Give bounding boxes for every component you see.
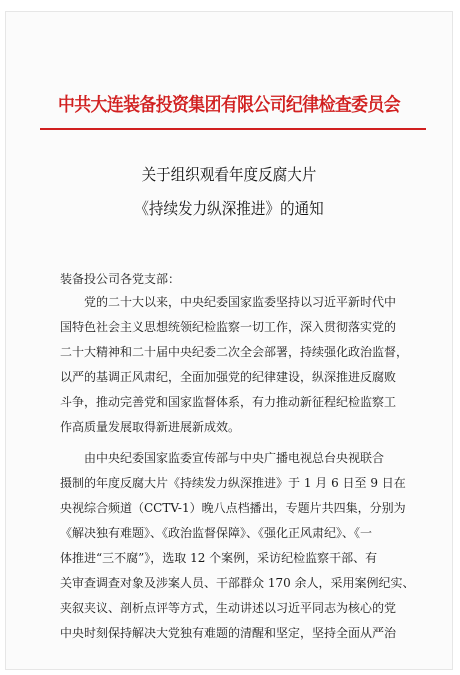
letterhead-organization: 中共大连装备投资集团有限公司纪律检查委员会 xyxy=(57,95,401,116)
paragraph-1-line: 二十大精神和二十届中央纪委二次全会部署，持续强化政治监督， xyxy=(60,345,409,359)
document-page xyxy=(6,12,452,669)
paragraph-2-line: 体推进“三不腐”》，选取 12 个案例，采访纪检监察干部、有 xyxy=(60,551,378,565)
paragraph-2-line: 摄制的年度反腐大片《持续发力纵深推进》于 1 月 6 日至 9 日在 xyxy=(60,476,406,490)
paragraph-2-line: 关审查调查对象及涉案人员、干部群众 170 余人，采用案例纪实、 xyxy=(60,576,415,590)
paragraph-2-line: 央视综合频道（CCTV-1）晚八点档播出，专题片共四集，分别为 xyxy=(60,501,406,515)
paragraph-1-line: 以严的基调正风肃纪，全面加强党的纪律建设，纵深推进反腐败 xyxy=(60,370,397,384)
notice-title-line-1: 关于组织观看年度反腐大片 xyxy=(141,165,317,184)
paragraph-1-line: 斗争，推动完善党和国家监督体系，有力推动新征程纪检监察工 xyxy=(60,395,397,409)
notice-title-line-2: 《持续发力纵深推进》的通知 xyxy=(134,199,324,218)
salutation: 装备投公司各党支部： xyxy=(60,272,181,286)
paragraph-2-line: 中央时刻保持解决大党独有难题的清醒和坚定，坚持全面从严治 xyxy=(60,626,397,640)
paragraph-1-line: 作高质量发展取得新进展新成效。 xyxy=(60,420,241,434)
paragraph-1-line: 国特色社会主义思想统领纪检监察一切工作，深入贯彻落实党的 xyxy=(60,320,397,334)
letterhead-red-rule xyxy=(40,128,426,130)
paragraph-1-line: 党的二十大以来，中央纪委国家监委坚持以习近平新时代中 xyxy=(84,295,397,309)
paragraph-2-line: 由中央纪委国家监委宣传部与中央广播电视总台央视联合 xyxy=(84,451,385,465)
paragraph-2-line: 夹叙夹议、剖析点评等方式，生动讲述以习近平同志为核心的党 xyxy=(60,601,397,615)
paragraph-2-line: 《解决独有难题》、《政治监督保障》、《强化正风肃纪》、《一 xyxy=(60,526,373,540)
